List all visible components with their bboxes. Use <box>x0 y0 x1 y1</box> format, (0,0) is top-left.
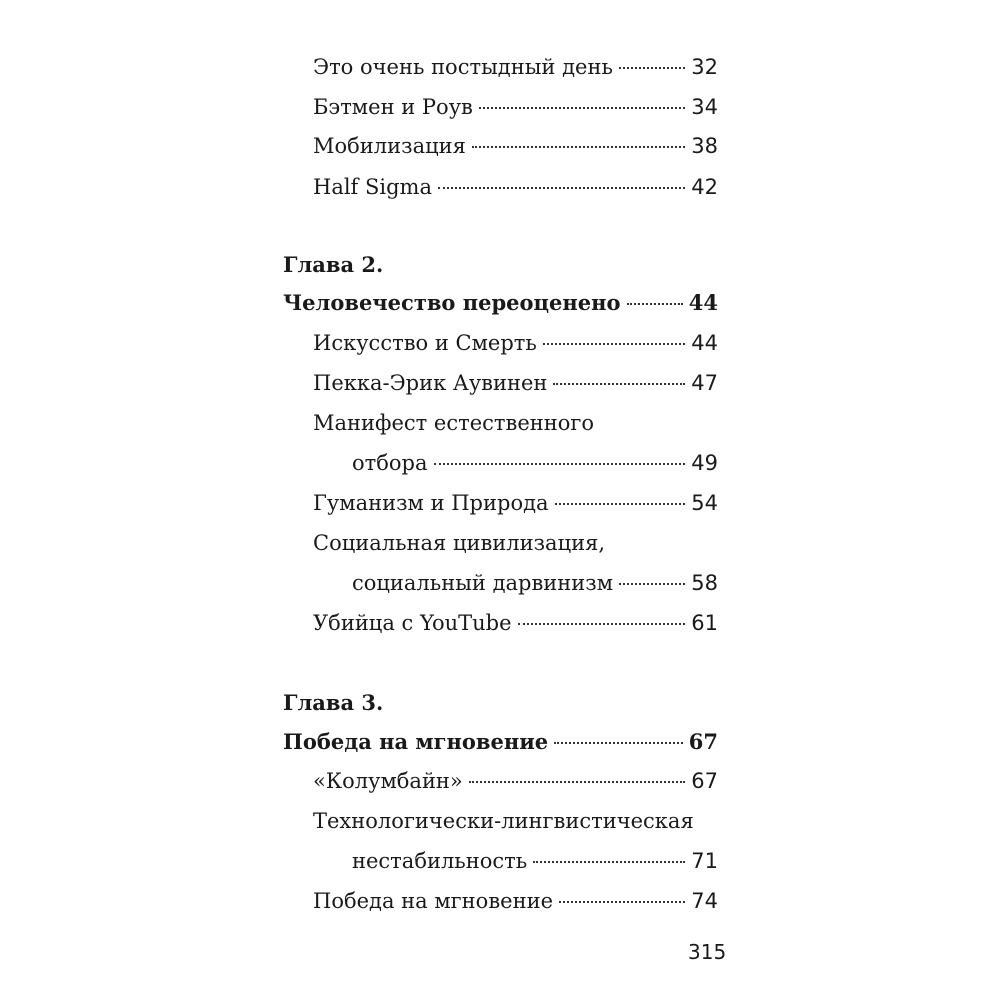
toc-entry[interactable] <box>352 568 718 598</box>
dot-leader <box>627 303 683 305</box>
toc-entry-page: 32 <box>691 55 718 79</box>
toc-entry-title-line2: отбора <box>352 451 428 475</box>
dot-leader <box>472 146 685 148</box>
toc-entry-page: 67 <box>691 769 718 793</box>
chapter-2-heading: Глава 2. <box>283 252 384 277</box>
toc-entry-title-line1: Манифест естественного <box>313 411 595 435</box>
toc-entry-title: Это очень постыдный день <box>313 55 613 79</box>
toc-entry[interactable] <box>313 766 718 796</box>
page-number: 315 <box>688 940 727 964</box>
dot-leader <box>543 343 685 345</box>
chapter-3-title-entry[interactable] <box>283 727 718 757</box>
toc-entry-page: 71 <box>691 849 718 873</box>
toc-entry[interactable] <box>313 131 718 161</box>
chapter-title: Победа на мгновение <box>283 729 549 754</box>
dot-leader <box>518 623 686 625</box>
toc-entry[interactable] <box>313 92 718 122</box>
toc-entry-title-line2: нестабильность <box>352 849 528 873</box>
dot-leader <box>555 503 686 505</box>
toc-entry[interactable] <box>313 328 718 358</box>
toc-entry-page: 54 <box>691 491 718 515</box>
toc-entry-page: 49 <box>691 451 718 475</box>
dot-leader <box>554 742 683 744</box>
toc-entry-page: 74 <box>691 889 718 913</box>
dot-leader <box>619 67 685 69</box>
toc-entry-title-line1: Технологически-лингвистическая <box>313 809 694 833</box>
toc-entry-page: 61 <box>691 611 718 635</box>
toc-entry[interactable] <box>313 368 718 398</box>
toc-entry[interactable] <box>313 488 718 518</box>
chapter-page: 67 <box>688 729 718 754</box>
chapter-title: Человечество переоценено <box>283 290 621 315</box>
toc-entry-title: Гуманизм и Природа <box>313 491 549 515</box>
toc-entry-title: Бэтмен и Роув <box>313 95 473 119</box>
toc-entry-title: Победа на мгновение <box>313 889 553 913</box>
toc-entry-page: 42 <box>691 175 718 199</box>
dot-leader <box>479 107 685 109</box>
toc-entry-page: 58 <box>691 571 718 595</box>
toc-entry[interactable] <box>352 846 718 876</box>
toc-entry[interactable] <box>352 448 718 478</box>
toc-entry-page: 38 <box>691 134 718 158</box>
chapter-page: 44 <box>688 290 718 315</box>
toc-entry-page: 47 <box>691 371 718 395</box>
toc-entry-title-line1: Социальная цивилизация, <box>313 531 606 555</box>
dot-leader <box>559 901 685 903</box>
dot-leader <box>438 187 685 189</box>
dot-leader <box>553 383 685 385</box>
chapter-2-title-entry[interactable] <box>283 288 718 318</box>
toc-entry-title: Мобилизация <box>313 134 466 158</box>
toc-entry[interactable] <box>313 172 718 202</box>
toc-entry[interactable] <box>313 608 718 638</box>
dot-leader <box>619 583 685 585</box>
dot-leader <box>469 781 685 783</box>
toc-entry-title: «Колумбайн» <box>313 769 463 793</box>
toc-entry-title: Half Sigma <box>313 175 432 199</box>
toc-entry-page: 44 <box>691 331 718 355</box>
dot-leader <box>533 861 685 863</box>
toc-entry[interactable] <box>313 52 718 82</box>
chapter-3-heading: Глава 3. <box>283 690 384 715</box>
toc-entry-title: Убийца с YouTube <box>313 611 512 635</box>
toc-entry-page: 34 <box>691 95 718 119</box>
toc-entry-title: Искусство и Смерть <box>313 331 537 355</box>
toc-entry-title-line2: социальный дарвинизм <box>352 571 614 595</box>
toc-entry-title: Пекка-Эрик Аувинен <box>313 371 548 395</box>
dot-leader <box>434 463 686 465</box>
toc-entry[interactable] <box>313 886 718 916</box>
